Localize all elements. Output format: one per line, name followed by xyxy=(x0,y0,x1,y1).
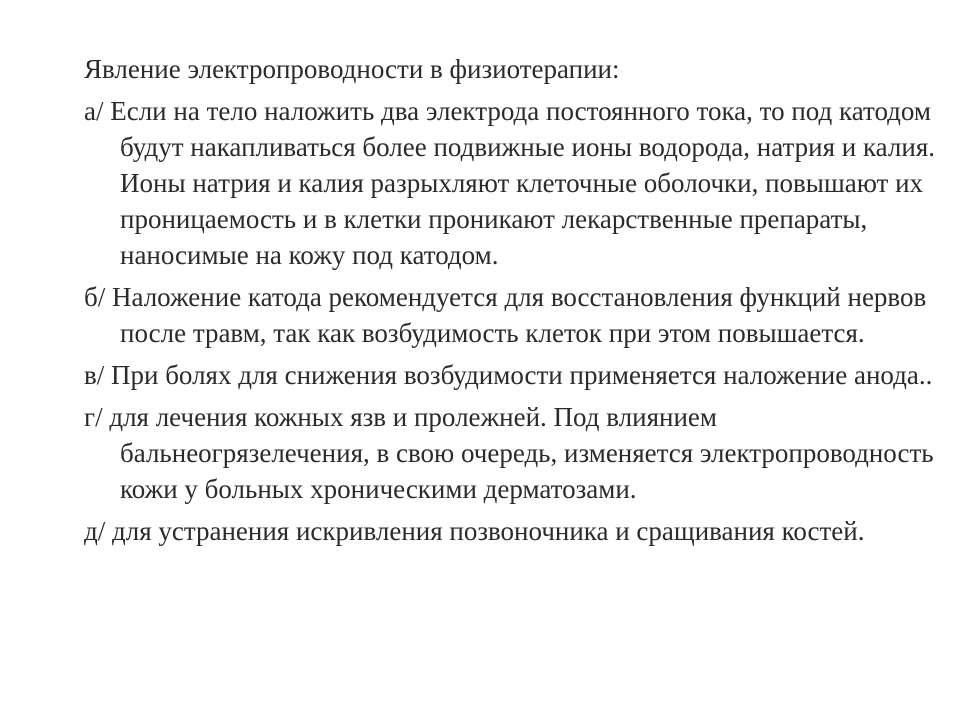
paragraph-a: а/ Если на тело наложить два электрода постоянного тока, то под катодом будут накапливаться более подвижные ионы водорода, натрия и калия. Ионы натрия и калия разрыхляют клеточные оболочки, повышают их проницаемость и в клетки проникают лекарственные препараты, наносимые на кожу под катодом. xyxy=(84,96,935,270)
slide-heading: Явление электропроводности в физиотерапии: xyxy=(84,54,620,84)
paragraph-v: в/ При болях для снижения возбудимости применяется наложение анода.. xyxy=(84,360,933,390)
paragraph-b: б/ Наложение катода рекомендуется для восстановления функций нервов после травм, так как возбудимость клеток при этом повышается. xyxy=(84,282,927,348)
paragraph-g: г/ для лечения кожных язв и пролежней. Под влиянием бальнеогрязелечения, в свою очередь, изменяется электропроводность кожи у больных хроническими дерматозами. xyxy=(84,402,934,504)
paragraph-d: д/ для устранения искривления позвоночника и сращивания костей. xyxy=(84,516,865,546)
slide-content xyxy=(84,51,944,555)
